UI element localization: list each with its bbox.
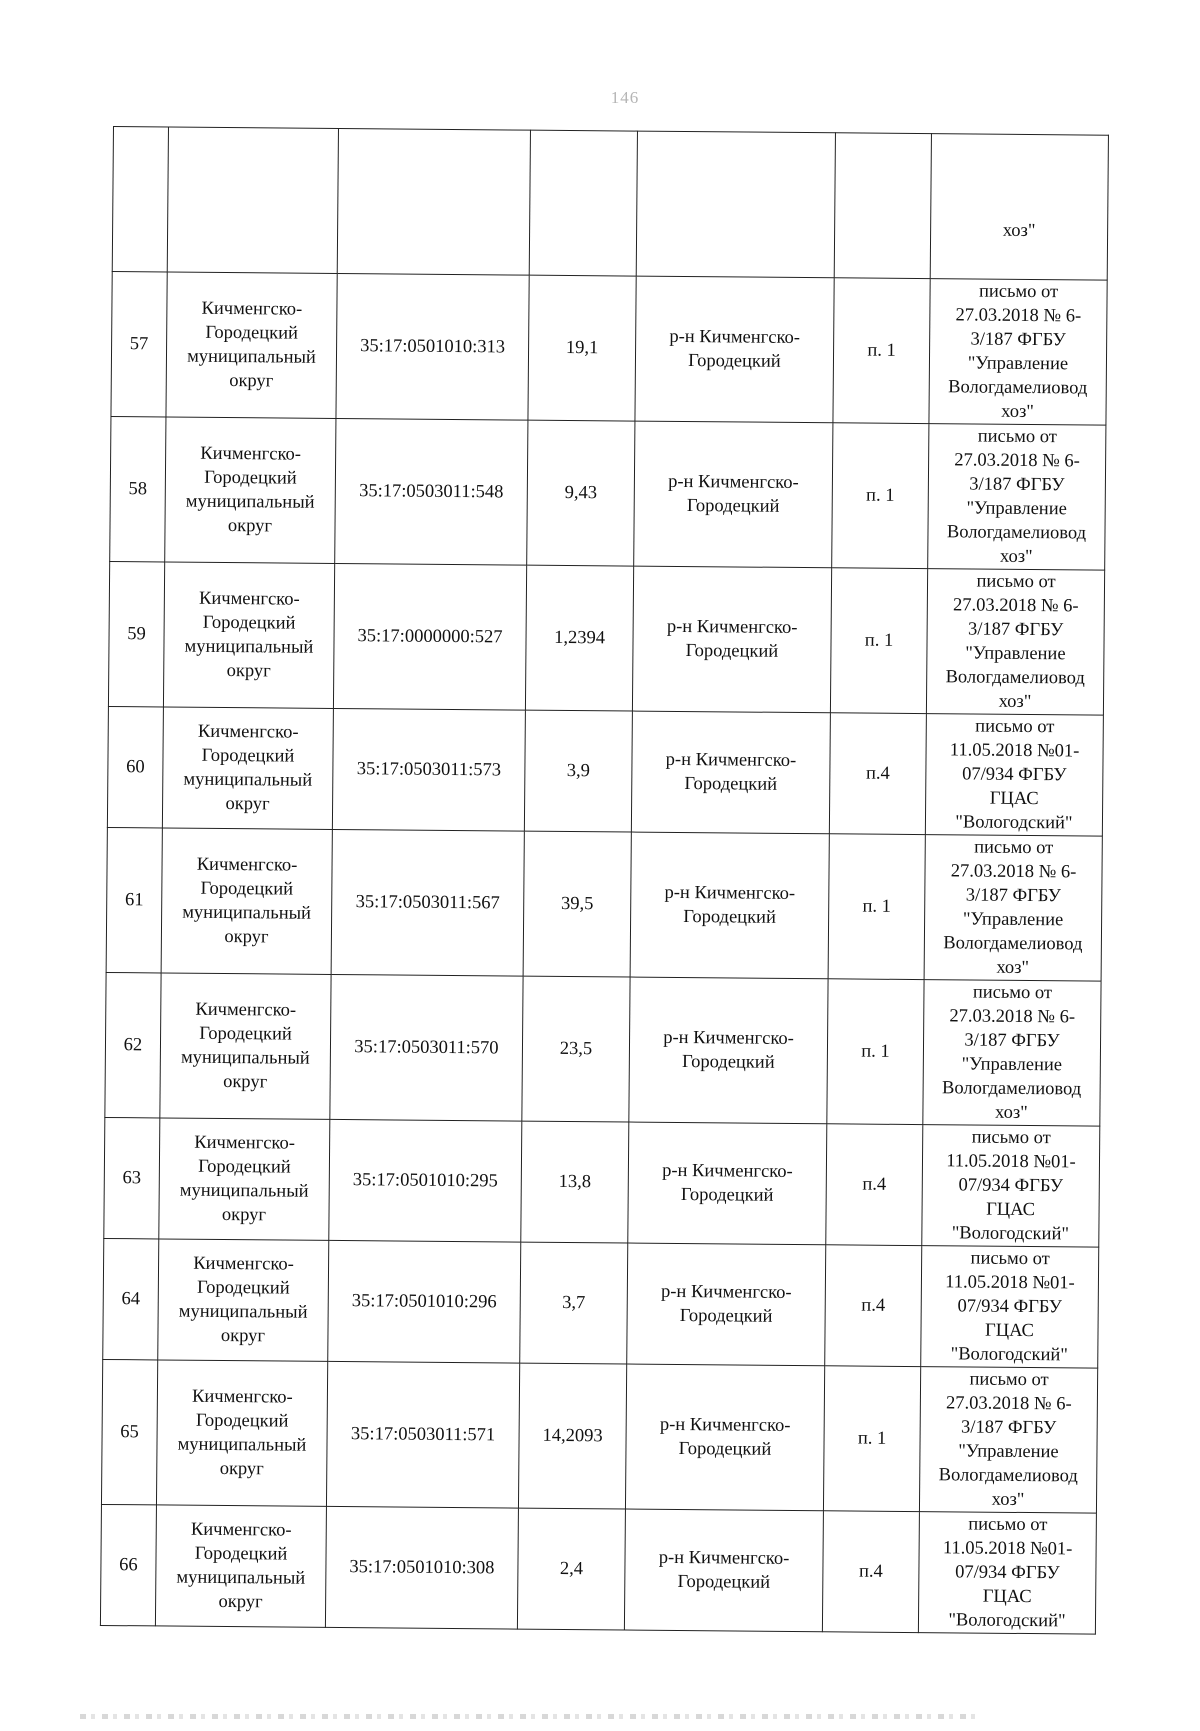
- letter-line: 3/187 ФГБУ: [961, 1417, 1057, 1439]
- location-cell: р-н Кичменгско-Городецкий: [628, 1122, 827, 1245]
- continuation-cell-cadastral: [337, 128, 530, 275]
- row-number-cell: 61: [106, 827, 162, 972]
- letter-reference-cell: [919, 1367, 1097, 1514]
- letter-line: 11.05.2018 №01-: [942, 1538, 1073, 1560]
- cadastral-number-cell: 35:17:0501010:295: [329, 1119, 522, 1242]
- letter-reference-cell: [928, 424, 1106, 571]
- continuation-cell-municipality: [167, 127, 338, 273]
- location-cell: р-н Кичменгско-Городецкий: [629, 977, 828, 1124]
- letter-line: 27.03.2018 № 6-: [946, 1393, 1072, 1415]
- cadastral-number-cell: 35:17:0501010:296: [328, 1240, 521, 1363]
- clause-cell: п. 1: [827, 979, 924, 1125]
- letter-line: "Управление: [958, 1441, 1059, 1463]
- location-cell: р-н Кичменгско-Городецкий: [631, 711, 830, 834]
- cadastral-number-cell: 35:17:0503011:571: [326, 1361, 519, 1508]
- municipality-cell: Кичменгско-Городецкий муниципальный округ: [155, 1505, 326, 1627]
- page-number: 146: [610, 88, 640, 107]
- location-cell: р-н Кичменгско-Городецкий: [635, 276, 834, 423]
- table-row: [111, 271, 1107, 425]
- letter-line: Вологдамелиовод: [941, 1078, 1082, 1100]
- area-cell: 3,7: [520, 1242, 628, 1364]
- location-cell: р-н Кичменгско-Городецкий: [625, 1364, 824, 1511]
- letter-line: "Вологодский": [955, 812, 1073, 834]
- location-cell: р-н Кичменгско-Городецкий: [634, 421, 833, 568]
- cadastral-number-cell: 35:17:0503011:567: [331, 829, 524, 976]
- area-cell: 19,1: [528, 275, 636, 421]
- continuation-row: [112, 127, 1108, 281]
- letter-line: 11.05.2018 №01-: [946, 1151, 1076, 1173]
- letter-line: письмо от: [974, 837, 1054, 859]
- letter-line: "Управление: [961, 1054, 1063, 1076]
- letter-line: хоз": [999, 546, 1033, 568]
- clause-cell: п. 1: [828, 834, 925, 980]
- clause-cell: п.4: [825, 1245, 922, 1367]
- row-number-cell: 57: [111, 271, 167, 416]
- location-cell: р-н Кичменгско-Городецкий: [627, 1243, 826, 1366]
- letter-line: Вологдамелиовод: [938, 1465, 1078, 1487]
- table-row: [105, 972, 1101, 1126]
- letter-line: "Управление: [967, 353, 1069, 375]
- row-number-cell: 63: [104, 1117, 160, 1238]
- letter-line: 11.05.2018 №01-: [949, 740, 1080, 762]
- letter-reference-cell: [921, 1246, 1099, 1369]
- letter-line: 07/934 ФГБУ: [955, 1562, 1060, 1584]
- continuation-cell-area: [529, 130, 637, 276]
- clause-cell: п.4: [829, 713, 926, 835]
- clause-cell: п.4: [826, 1124, 923, 1246]
- table-row: [103, 1238, 1099, 1368]
- clause-cell: п.4: [822, 1511, 919, 1633]
- municipality-cell: Кичменгско-Городецкий муниципальный округ: [162, 707, 333, 829]
- row-number-cell: 62: [105, 972, 161, 1117]
- letter-line: Вологдамелиовод: [943, 933, 1083, 955]
- table-row: [107, 706, 1103, 836]
- letter-line: ГЦАС: [989, 788, 1039, 810]
- municipality-cell: Кичменгско-Городецкий муниципальный округ: [165, 417, 336, 563]
- scan-artifact: [80, 1714, 980, 1719]
- letter-line: 3/187 ФГБУ: [965, 885, 1061, 907]
- municipality-cell: Кичменгско-Городецкий муниципальный округ: [161, 828, 332, 974]
- letter-line: 27.03.2018 № 6-: [954, 450, 1080, 472]
- letter-line: хоз": [1001, 401, 1034, 423]
- municipality-cell: Кичменгско-Городецкий муниципальный округ: [163, 562, 334, 708]
- letter-line: письмо от: [977, 426, 1057, 448]
- table-body: [100, 127, 1108, 1635]
- letter-line: Вологдамелиовод: [948, 377, 1088, 399]
- clause-cell: п. 1: [823, 1366, 920, 1512]
- letter-line: "Вологодский": [951, 1223, 1070, 1245]
- table-row: [100, 1504, 1096, 1634]
- cadastral-number-cell: 35:17:0501010:313: [336, 273, 529, 420]
- letter-line: "Вологодский": [948, 1610, 1066, 1632]
- table-row: [101, 1359, 1097, 1513]
- letter-line: ГЦАС: [986, 1199, 1036, 1221]
- area-cell: 9,43: [527, 420, 635, 566]
- area-cell: 2,4: [517, 1508, 625, 1630]
- letter-line: письмо от: [969, 1369, 1049, 1391]
- municipality-cell: Кичменгско-Городецкий муниципальный округ: [156, 1360, 327, 1506]
- letter-reference-cell: [929, 279, 1107, 426]
- row-number-cell: 65: [101, 1359, 157, 1504]
- area-cell: 39,5: [523, 831, 631, 977]
- cadastral-number-cell: 35:17:0501010:308: [325, 1506, 518, 1629]
- clause-cell: п. 1: [833, 278, 930, 424]
- letter-line: 07/934 ФГБУ: [957, 1296, 1063, 1318]
- letter-line: 3/187 ФГБУ: [967, 619, 1064, 641]
- clause-cell: п. 1: [830, 568, 927, 714]
- letter-line: письмо от: [978, 281, 1059, 303]
- cadastral-number-cell: 35:17:0503011:570: [330, 974, 523, 1121]
- letter-line: "Управление: [965, 643, 1066, 665]
- letter-line: 07/934 ФГБУ: [962, 764, 1067, 786]
- row-number-cell: 58: [110, 416, 166, 561]
- letter-line: 07/934 ФГБУ: [958, 1175, 1064, 1197]
- continuation-cell-letter: хоз": [930, 134, 1108, 281]
- area-cell: 23,5: [522, 976, 630, 1122]
- table-row: [108, 561, 1104, 715]
- letter-line: Вологдамелиовод: [946, 522, 1087, 544]
- table-row: [104, 1117, 1100, 1247]
- location-cell: р-н Кичменгско-Городецкий: [630, 832, 829, 979]
- municipality-cell: Кичменгско-Городецкий муниципальный округ: [160, 973, 331, 1119]
- letter-reference-cell: [923, 980, 1101, 1127]
- cadastral-number-cell: 35:17:0503011:573: [332, 708, 525, 831]
- area-cell: 14,2093: [518, 1363, 626, 1509]
- letter-line: 3/187 ФГБУ: [969, 474, 1065, 496]
- area-cell: 3,9: [524, 710, 632, 832]
- cadastral-number-cell: 35:17:0000000:527: [333, 563, 526, 710]
- letter-line: 3/187 ФГБУ: [970, 329, 1066, 351]
- letter-line: письмо от: [971, 1127, 1051, 1149]
- continuation-cell-location: [636, 131, 835, 278]
- letter-line: "Управление: [962, 909, 1064, 931]
- land-plots-table: [100, 126, 1109, 1635]
- letter-line: ГЦАС: [985, 1320, 1035, 1342]
- letter-line: письмо от: [970, 1248, 1050, 1270]
- letter-line: "Управление: [966, 498, 1067, 520]
- municipality-cell: Кичменгско-Городецкий муниципальный округ: [158, 1239, 329, 1361]
- row-number-cell: 66: [100, 1504, 156, 1625]
- table-row: [110, 416, 1106, 570]
- municipality-cell: Кичменгско-Городецкий муниципальный округ: [166, 272, 337, 418]
- letter-line: 27.03.2018 № 6-: [952, 595, 1079, 617]
- letter-reference-cell: [918, 1512, 1096, 1635]
- cadastral-number-cell: 35:17:0503011:548: [335, 418, 528, 565]
- letter-line: 27.03.2018 № 6-: [950, 861, 1077, 883]
- letter-line: хоз": [998, 691, 1032, 713]
- letter-line: 3/187 ФГБУ: [964, 1030, 1060, 1052]
- letter-line: 27.03.2018 № 6-: [949, 1006, 1076, 1028]
- continuation-cell-num: [112, 127, 168, 272]
- letter-line: письмо от: [975, 716, 1055, 738]
- letter-line: хоз": [996, 957, 1030, 979]
- location-cell: р-н Кичменгско-Городецкий: [624, 1509, 823, 1632]
- letter-line: 27.03.2018 № 6-: [955, 305, 1082, 327]
- continuation-cell-clause: [834, 133, 931, 279]
- letter-line: 11.05.2018 №01-: [945, 1272, 1075, 1294]
- row-number-cell: 60: [107, 706, 163, 827]
- row-number-cell: 64: [103, 1238, 159, 1359]
- area-cell: 13,8: [521, 1121, 629, 1243]
- letter-reference-cell: [924, 835, 1102, 982]
- letter-line: "Вологодский": [950, 1344, 1068, 1366]
- municipality-cell: Кичменгско-Городецкий муниципальный округ: [159, 1118, 330, 1240]
- area-cell: 1,2394: [525, 565, 633, 711]
- letter-line: хоз": [995, 1102, 1028, 1124]
- letter-line: письмо от: [968, 1514, 1048, 1536]
- letter-reference-cell: [925, 714, 1103, 837]
- letter-line: письмо от: [972, 982, 1053, 1004]
- letter-line: ГЦАС: [982, 1586, 1032, 1608]
- table-row: [106, 827, 1102, 981]
- letter-line: письмо от: [976, 571, 1056, 593]
- location-cell: р-н Кичменгско-Городецкий: [632, 566, 831, 713]
- clause-cell: п. 1: [832, 423, 929, 569]
- letter-line: Вологдамелиовод: [945, 667, 1085, 689]
- letter-reference-cell: [922, 1125, 1100, 1248]
- row-number-cell: 59: [108, 561, 164, 706]
- letter-reference-cell: [926, 569, 1104, 716]
- letter-line: хоз": [991, 1489, 1025, 1511]
